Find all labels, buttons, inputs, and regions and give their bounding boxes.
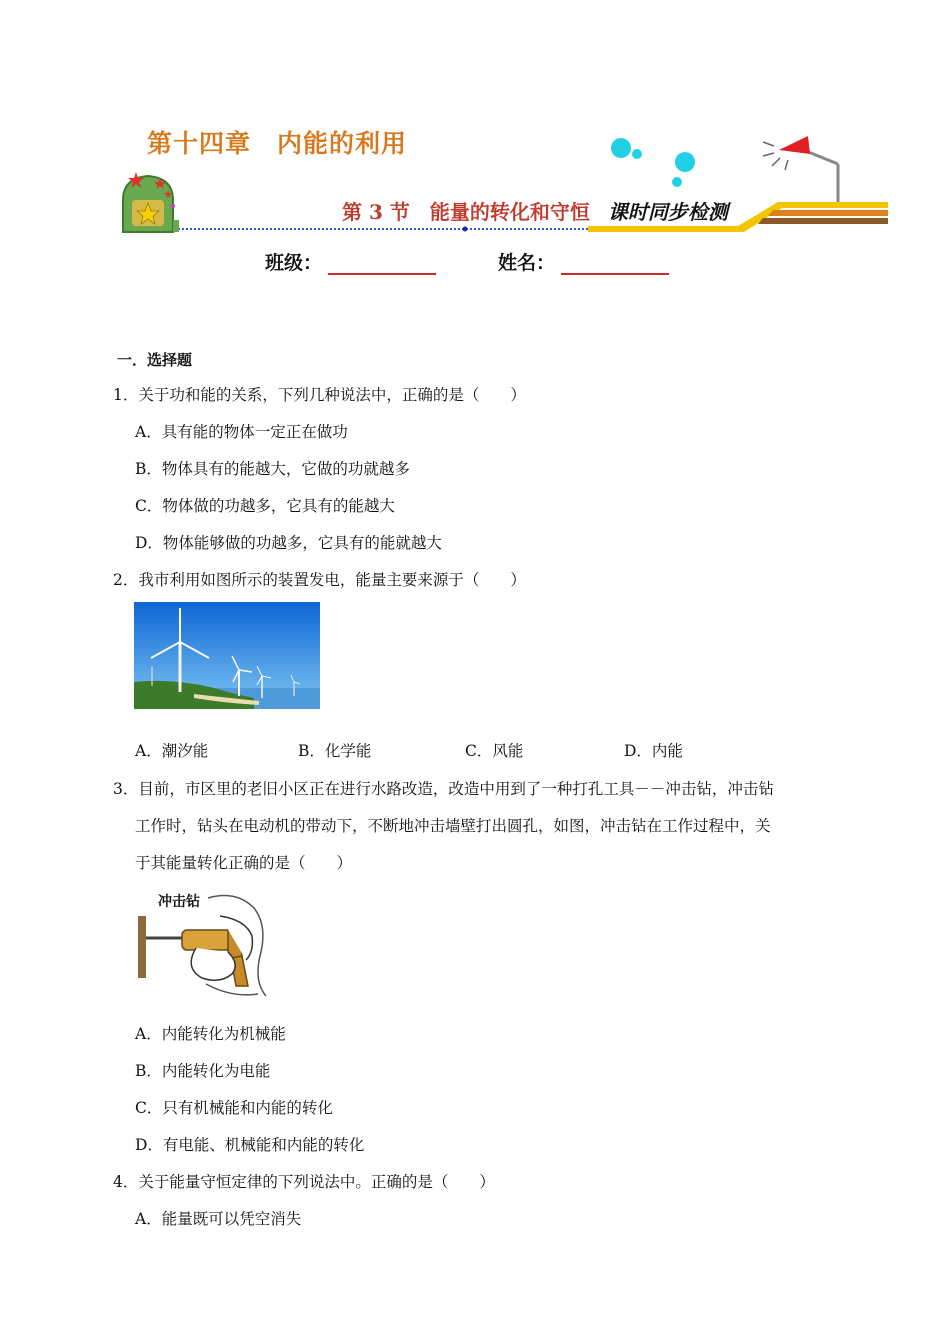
- question-1-stem: 1．关于功和能的关系，下列几种说法中，正确的是（ ）: [113, 386, 526, 404]
- figure-label: 冲击钻: [158, 894, 200, 910]
- class-label: 班级：: [265, 252, 323, 274]
- name-label: 姓名：: [498, 252, 556, 274]
- question-3-option-c: C．只有机械能和内能的转化: [135, 1099, 333, 1117]
- section-heading: 一．选择题: [117, 351, 193, 369]
- chapter-title: 第十四章 内能的利用: [147, 129, 408, 158]
- question-3-stem-line-2: 工作时，钻头在电动机的带动下，不断地冲击墙壁打出圆孔，如图，冲击钻在工作过程中，关: [135, 817, 771, 835]
- question-4-stem: 4．关于能量守恒定律的下列说法中。正确的是（ ）: [113, 1173, 495, 1191]
- question-2-option-a: A．潮汐能: [135, 742, 209, 760]
- question-2-option-d: D．内能: [624, 742, 683, 760]
- question-1-option-c: C．物体做的功越多，它具有的能越大: [135, 497, 395, 515]
- question-3-stem-line-1: 3．目前，市区里的老旧小区正在进行水路改造，改造中用到了一种打孔工具－－冲击钻，冲击钻: [113, 780, 774, 798]
- wind-turbine-image: [134, 602, 320, 709]
- section-title-text: 第 3 节 能量的转化和守恒: [342, 200, 590, 224]
- question-2-option-c: C．风能: [465, 742, 524, 760]
- name-field: [498, 248, 669, 275]
- question-3-option-d: D．有电能、机械能和内能的转化: [135, 1136, 365, 1154]
- impact-drill-figure: [136, 886, 270, 1001]
- question-2-option-b: B．化学能: [298, 742, 372, 760]
- question-3-option-b: B．内能转化为电能: [135, 1062, 271, 1080]
- class-field: [265, 248, 436, 275]
- name-blank[interactable]: [561, 251, 669, 275]
- question-4-option-a: A．能量既可以凭空消失: [135, 1210, 302, 1228]
- section-title: [342, 196, 728, 225]
- class-blank[interactable]: [328, 251, 436, 275]
- question-1-option-d: D．物体能够做的功越多，它具有的能就越大: [135, 534, 442, 552]
- question-1-option-b: B．物体具有的能越大，它做的功就越多: [135, 460, 410, 478]
- question-3-stem-line-3: 于其能量转化正确的是（ ）: [135, 854, 353, 872]
- question-2-stem: 2．我市利用如图所示的装置发电，能量主要来源于（ ）: [113, 571, 526, 589]
- section-subtitle: 课时同步检测: [607, 200, 728, 224]
- question-1-option-a: A．具有能的物体一定正在做功: [135, 423, 348, 441]
- question-3-option-a: A．内能转化为机械能: [135, 1025, 286, 1043]
